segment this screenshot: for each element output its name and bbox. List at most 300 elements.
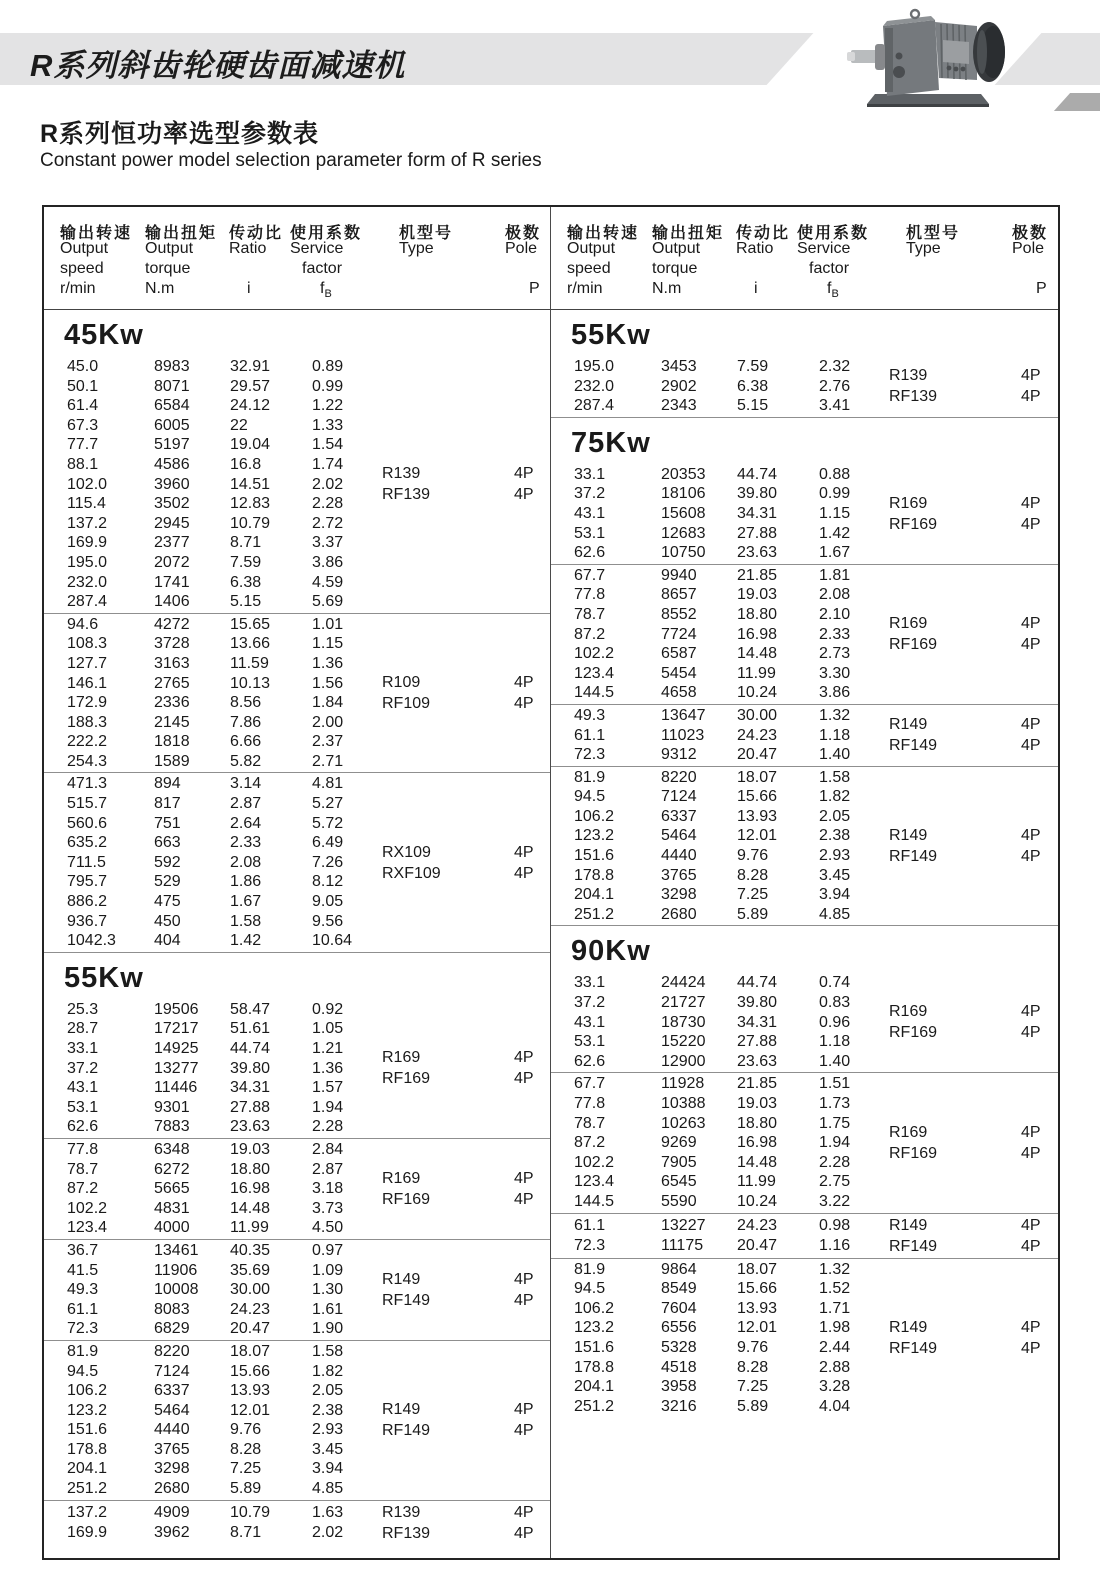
cell-service-factor: 1.33 bbox=[312, 416, 344, 434]
pole-block bbox=[514, 1342, 550, 1499]
cell-service-factor: 0.98 bbox=[819, 1216, 851, 1234]
cell-service-factor: 1.40 bbox=[819, 1052, 851, 1070]
cell-ratio: 39.80 bbox=[737, 994, 778, 1012]
cell-output-speed: 43.1 bbox=[574, 1013, 606, 1031]
cell-output-torque: 11023 bbox=[661, 726, 705, 744]
cell-output-torque: 3960 bbox=[154, 475, 190, 493]
type-label: R169 bbox=[889, 1123, 928, 1141]
cell-output-speed: 37.2 bbox=[67, 1059, 99, 1077]
header-type: 机型号 Type bbox=[906, 225, 961, 257]
rating-group bbox=[551, 565, 1058, 705]
cell-ratio: 8.71 bbox=[230, 1523, 262, 1541]
cell-service-factor: 3.30 bbox=[819, 664, 851, 682]
cell-output-speed: 43.1 bbox=[67, 1079, 99, 1097]
cell-output-torque: 2945 bbox=[154, 514, 190, 532]
cell-service-factor: 1.21 bbox=[312, 1040, 344, 1057]
cell-output-torque: 1589 bbox=[154, 752, 190, 770]
cell-service-factor: 1.32 bbox=[819, 706, 851, 724]
cell-service-factor: 2.00 bbox=[312, 713, 344, 731]
cell-output-torque: 2902 bbox=[661, 377, 697, 395]
cell-output-speed: 61.4 bbox=[67, 397, 99, 415]
header-output-torque: 输出扭矩 Output torque N.m bbox=[652, 225, 725, 297]
cell-ratio: 3.14 bbox=[230, 775, 262, 793]
type-label: RF149 bbox=[382, 1422, 431, 1440]
cell-service-factor: 4.81 bbox=[312, 775, 344, 793]
cell-output-torque: 10263 bbox=[661, 1114, 706, 1132]
type-block bbox=[382, 357, 514, 612]
cell-service-factor: 2.44 bbox=[819, 1338, 851, 1356]
cell-service-factor: 1.63 bbox=[312, 1504, 344, 1522]
header-output-torque: 输出扭矩 Output torque N.m bbox=[145, 225, 218, 297]
pole-block bbox=[1021, 768, 1058, 925]
type-label: RF109 bbox=[382, 695, 431, 713]
cell-ratio: 11.99 bbox=[737, 1173, 776, 1191]
cell-output-torque: 4909 bbox=[154, 1504, 190, 1522]
pole-label: 4P bbox=[514, 1524, 534, 1542]
data-rows bbox=[44, 1342, 382, 1499]
cell-output-speed: 77.8 bbox=[574, 1095, 606, 1112]
cell-output-speed: 127.7 bbox=[67, 654, 108, 672]
cell-output-torque: 475 bbox=[154, 893, 181, 911]
cell-output-torque: 7883 bbox=[154, 1118, 190, 1136]
cell-ratio: 19.04 bbox=[230, 436, 271, 454]
page-title: R系列恒功率选型参数表 bbox=[40, 120, 320, 148]
cell-output-speed: 471.3 bbox=[67, 775, 108, 793]
cell-ratio: 39.80 bbox=[737, 485, 778, 503]
cell-output-speed: 102.0 bbox=[67, 475, 108, 493]
pole-label: 4P bbox=[514, 674, 534, 692]
pole-label: 4P bbox=[514, 1270, 534, 1288]
cell-output-speed: 711.5 bbox=[67, 853, 106, 871]
cell-output-torque: 12683 bbox=[661, 524, 706, 542]
cell-ratio: 15.65 bbox=[230, 615, 271, 633]
header-service-factor: 使用系数 Service factor $f_B$ bbox=[797, 225, 870, 301]
cell-output-torque: 404 bbox=[154, 932, 181, 950]
type-label: RF169 bbox=[889, 1144, 938, 1162]
cell-service-factor: 0.96 bbox=[819, 1013, 851, 1031]
cell-output-torque: 7124 bbox=[154, 1362, 190, 1380]
cell-output-speed: 94.5 bbox=[574, 1280, 606, 1298]
data-rows bbox=[551, 1074, 889, 1211]
cell-output-speed: 77.7 bbox=[67, 436, 99, 454]
pole-block bbox=[1021, 973, 1058, 1071]
cell-output-speed: 232.0 bbox=[67, 573, 108, 591]
cell-output-speed: 81.9 bbox=[574, 768, 606, 786]
data-rows bbox=[551, 1260, 889, 1417]
cell-ratio: 7.86 bbox=[230, 713, 262, 731]
power-section-heading: 55Kw bbox=[571, 319, 651, 351]
type-label: R109 bbox=[382, 674, 421, 692]
cell-output-speed: 1042.3 bbox=[67, 932, 116, 950]
type-label: RF139 bbox=[382, 486, 431, 504]
cell-output-speed: 251.2 bbox=[574, 1397, 615, 1415]
type-block bbox=[382, 1140, 514, 1238]
cell-ratio: 5.89 bbox=[230, 1480, 262, 1498]
type-block bbox=[889, 1215, 1021, 1257]
cell-service-factor: 4.04 bbox=[819, 1397, 851, 1415]
cell-ratio: 11.99 bbox=[230, 1219, 269, 1237]
cell-output-speed: 78.7 bbox=[574, 605, 606, 623]
cell-output-torque: 8549 bbox=[661, 1280, 697, 1298]
cell-service-factor: 1.22 bbox=[312, 397, 344, 415]
data-rows bbox=[44, 1241, 382, 1339]
cell-output-speed: 151.6 bbox=[67, 1421, 108, 1439]
cell-ratio: 9.76 bbox=[737, 847, 769, 865]
cell-output-speed: 53.1 bbox=[574, 524, 606, 542]
cell-output-torque: 1406 bbox=[154, 593, 190, 611]
cell-ratio: 21.85 bbox=[737, 1075, 778, 1093]
cell-service-factor: 1.15 bbox=[819, 504, 851, 522]
cell-output-speed: 287.4 bbox=[67, 593, 108, 611]
cell-output-torque: 450 bbox=[154, 912, 181, 930]
cell-output-torque: 6272 bbox=[154, 1160, 190, 1178]
pole-label: 4P bbox=[1021, 716, 1041, 734]
cell-service-factor: 1.40 bbox=[819, 746, 851, 764]
cell-service-factor: 1.36 bbox=[312, 654, 344, 672]
cell-service-factor: 1.67 bbox=[819, 544, 851, 562]
cell-output-torque: 11928 bbox=[661, 1075, 705, 1093]
cell-ratio: 14.51 bbox=[230, 475, 271, 493]
cell-output-torque: 5665 bbox=[154, 1180, 190, 1198]
type-block bbox=[889, 465, 1021, 563]
cell-output-speed: 62.6 bbox=[574, 1052, 606, 1070]
cell-output-speed: 232.0 bbox=[574, 377, 615, 395]
cell-ratio: 19.03 bbox=[230, 1140, 271, 1158]
cell-output-torque: 3298 bbox=[154, 1460, 190, 1478]
cell-ratio: 21.85 bbox=[737, 566, 778, 584]
cell-ratio: 24.23 bbox=[737, 1216, 778, 1234]
cell-ratio: 8.71 bbox=[230, 534, 262, 552]
cell-service-factor: 5.27 bbox=[312, 795, 344, 813]
cell-service-factor: 1.58 bbox=[312, 1342, 344, 1360]
cell-service-factor: 2.88 bbox=[819, 1358, 851, 1376]
cell-ratio: 18.80 bbox=[737, 605, 778, 623]
cell-service-factor: 1.81 bbox=[819, 566, 851, 584]
type-label: R139 bbox=[382, 465, 421, 483]
cell-ratio: 16.98 bbox=[230, 1180, 271, 1198]
cell-ratio: 27.88 bbox=[737, 1033, 778, 1051]
cell-service-factor: 1.30 bbox=[312, 1281, 344, 1299]
cell-service-factor: 2.32 bbox=[819, 358, 851, 375]
pole-block bbox=[514, 357, 550, 612]
cell-ratio: 15.66 bbox=[737, 1280, 778, 1298]
cell-output-speed: 169.9 bbox=[67, 1523, 108, 1541]
cell-service-factor: 3.41 bbox=[819, 397, 851, 415]
pole-label: 4P bbox=[1021, 1237, 1041, 1255]
cell-service-factor: 0.99 bbox=[312, 377, 344, 395]
cell-output-speed: 251.2 bbox=[574, 905, 615, 923]
cell-service-factor: 2.08 bbox=[819, 586, 851, 604]
cell-output-speed: 635.2 bbox=[67, 834, 108, 852]
pole-block bbox=[1021, 1074, 1058, 1211]
cell-output-torque: 3962 bbox=[154, 1523, 190, 1541]
cell-output-torque: 8657 bbox=[661, 586, 697, 604]
cell-output-torque: 8071 bbox=[154, 377, 190, 395]
cell-output-speed: 795.7 bbox=[67, 873, 108, 891]
cell-output-torque: 2680 bbox=[154, 1480, 190, 1498]
header-ratio: 传动比 Ratio i bbox=[229, 225, 284, 297]
cell-service-factor: 2.28 bbox=[312, 495, 344, 513]
pole-label: 4P bbox=[514, 1422, 534, 1440]
rating-group bbox=[551, 1214, 1058, 1259]
cell-service-factor: 1.32 bbox=[819, 1260, 851, 1278]
cell-output-torque: 1818 bbox=[154, 733, 190, 751]
cell-output-torque: 2765 bbox=[154, 674, 190, 692]
cell-service-factor: 1.56 bbox=[312, 674, 344, 692]
cell-ratio: 10.24 bbox=[737, 1192, 778, 1210]
cell-output-torque: 13461 bbox=[154, 1241, 199, 1259]
cell-output-torque: 9940 bbox=[661, 566, 697, 584]
cell-service-factor: 2.75 bbox=[819, 1173, 851, 1191]
cell-service-factor: 0.97 bbox=[312, 1241, 344, 1259]
header-pole: 极数 Pole P bbox=[505, 225, 542, 297]
cell-service-factor: 1.51 bbox=[819, 1075, 851, 1093]
pole-block bbox=[1021, 566, 1058, 703]
pole-label: 4P bbox=[1021, 636, 1041, 654]
cell-service-factor: 5.69 bbox=[312, 593, 344, 611]
cell-output-speed: 78.7 bbox=[574, 1114, 606, 1132]
cell-output-speed: 123.2 bbox=[67, 1401, 108, 1419]
type-label: R169 bbox=[889, 1003, 928, 1021]
cell-output-speed: 67.3 bbox=[67, 416, 99, 434]
cell-output-torque: 2145 bbox=[154, 713, 190, 731]
header-type: 机型号 Type bbox=[399, 225, 454, 257]
cell-ratio: 51.61 bbox=[230, 1020, 271, 1038]
cell-output-torque: 2072 bbox=[154, 553, 190, 571]
cell-service-factor: 7.26 bbox=[312, 853, 344, 871]
cell-service-factor: 2.02 bbox=[312, 475, 344, 493]
pole-block bbox=[514, 1140, 550, 1238]
cell-output-speed: 151.6 bbox=[574, 847, 615, 865]
cell-ratio: 40.35 bbox=[230, 1241, 271, 1259]
cell-service-factor: 3.86 bbox=[819, 684, 851, 702]
cell-ratio: 24.23 bbox=[230, 1300, 271, 1318]
rating-group bbox=[44, 1139, 550, 1240]
data-rows bbox=[44, 357, 382, 612]
cell-ratio: 12.83 bbox=[230, 495, 271, 513]
cell-ratio: 5.15 bbox=[737, 397, 769, 415]
cell-output-speed: 62.6 bbox=[67, 1118, 99, 1136]
type-label: R149 bbox=[382, 1270, 421, 1288]
power-section-heading: 45Kw bbox=[64, 319, 144, 351]
cell-service-factor: 0.99 bbox=[819, 485, 851, 503]
cell-output-speed: 25.3 bbox=[67, 1000, 99, 1018]
cell-output-torque: 6556 bbox=[661, 1319, 697, 1337]
cell-ratio: 44.74 bbox=[230, 1040, 271, 1057]
cell-output-torque: 13277 bbox=[154, 1059, 199, 1077]
rating-group bbox=[44, 356, 550, 614]
type-label: RF139 bbox=[889, 388, 938, 406]
cell-ratio: 30.00 bbox=[230, 1281, 271, 1299]
type-label: RF169 bbox=[889, 515, 938, 533]
cell-output-speed: 886.2 bbox=[67, 893, 108, 911]
gear-motor-image bbox=[843, 6, 1023, 110]
cell-output-torque: 9864 bbox=[661, 1260, 697, 1278]
cell-output-torque: 4440 bbox=[154, 1421, 190, 1439]
cell-output-torque: 9312 bbox=[661, 746, 697, 764]
cell-service-factor: 8.12 bbox=[312, 873, 344, 891]
cell-ratio: 39.80 bbox=[230, 1059, 271, 1077]
cell-ratio: 7.25 bbox=[737, 886, 769, 904]
cell-service-factor: 1.82 bbox=[312, 1362, 344, 1380]
cell-service-factor: 0.83 bbox=[819, 994, 851, 1012]
cell-service-factor: 0.88 bbox=[819, 465, 851, 483]
cell-ratio: 10.79 bbox=[230, 514, 271, 532]
cell-output-torque: 6545 bbox=[661, 1173, 697, 1191]
pole-block bbox=[514, 1000, 550, 1137]
pole-label: 4P bbox=[514, 1503, 534, 1521]
cell-ratio: 16.98 bbox=[737, 1134, 778, 1152]
cell-ratio: 5.15 bbox=[230, 593, 262, 611]
cell-output-speed: 178.8 bbox=[574, 866, 615, 884]
pole-block bbox=[1021, 706, 1058, 765]
cell-ratio: 19.03 bbox=[737, 586, 778, 604]
pole-label: 4P bbox=[514, 1291, 534, 1309]
header-pole: 极数 Pole P bbox=[1012, 225, 1049, 297]
cell-ratio: 24.23 bbox=[737, 726, 778, 744]
cell-output-torque: 6829 bbox=[154, 1320, 190, 1338]
cell-service-factor: 2.37 bbox=[312, 733, 344, 751]
cell-ratio: 14.48 bbox=[737, 645, 778, 663]
cell-output-torque: 4831 bbox=[154, 1199, 190, 1217]
cell-service-factor: 1.01 bbox=[312, 615, 344, 633]
pole-label: 4P bbox=[1021, 848, 1041, 866]
data-rows bbox=[44, 774, 382, 950]
cell-output-torque: 9301 bbox=[154, 1098, 190, 1116]
cell-output-torque: 663 bbox=[154, 834, 181, 852]
cell-service-factor: 3.94 bbox=[819, 886, 851, 904]
type-label: RF149 bbox=[889, 848, 938, 866]
cell-output-torque: 15220 bbox=[661, 1033, 706, 1051]
type-label: R149 bbox=[889, 1216, 928, 1234]
power-section-heading: 90Kw bbox=[571, 935, 651, 968]
cell-output-torque: 11175 bbox=[661, 1236, 704, 1254]
pole-block bbox=[1021, 357, 1058, 416]
cell-ratio: 7.25 bbox=[737, 1378, 769, 1396]
rating-group bbox=[551, 767, 1058, 927]
cell-service-factor: 2.84 bbox=[312, 1140, 344, 1158]
cell-ratio: 34.31 bbox=[230, 1079, 271, 1097]
pole-label: 4P bbox=[1021, 1318, 1041, 1336]
cell-output-speed: 77.8 bbox=[574, 586, 606, 604]
cell-service-factor: 2.87 bbox=[312, 1160, 344, 1178]
cell-ratio: 20.47 bbox=[230, 1320, 271, 1338]
cell-service-factor: 4.85 bbox=[819, 905, 851, 923]
pole-label: 4P bbox=[1021, 737, 1041, 755]
cell-output-speed: 123.4 bbox=[574, 1173, 615, 1191]
cell-output-speed: 87.2 bbox=[574, 625, 606, 643]
cell-ratio: 8.28 bbox=[230, 1440, 262, 1458]
cell-service-factor: 2.33 bbox=[819, 625, 851, 643]
cell-ratio: 44.74 bbox=[737, 465, 778, 483]
cell-output-speed: 72.3 bbox=[67, 1320, 99, 1338]
type-label: RX109 bbox=[382, 843, 431, 861]
cell-ratio: 10.24 bbox=[737, 684, 778, 702]
cell-ratio: 14.48 bbox=[230, 1199, 271, 1217]
cell-service-factor: 2.10 bbox=[819, 605, 851, 623]
cell-ratio: 18.07 bbox=[737, 768, 778, 786]
cell-output-torque: 15608 bbox=[661, 504, 706, 522]
cell-ratio: 10.13 bbox=[230, 674, 271, 692]
cell-output-torque: 4586 bbox=[154, 455, 190, 473]
cell-ratio: 7.59 bbox=[737, 358, 769, 375]
pole-block bbox=[1021, 1260, 1058, 1417]
cell-output-speed: 43.1 bbox=[574, 504, 606, 522]
cell-service-factor: 1.98 bbox=[819, 1319, 851, 1337]
cell-ratio: 24.12 bbox=[230, 397, 271, 415]
cell-ratio: 13.66 bbox=[230, 635, 271, 653]
cell-output-speed: 137.2 bbox=[67, 1504, 108, 1522]
header-service-factor: 使用系数 Service factor $f_B$ bbox=[290, 225, 363, 301]
cell-service-factor: 3.73 bbox=[312, 1199, 344, 1217]
cell-output-speed: 123.2 bbox=[574, 827, 615, 845]
cell-output-speed: 62.6 bbox=[574, 544, 606, 562]
cell-ratio: 35.69 bbox=[230, 1261, 271, 1279]
cell-service-factor: 2.28 bbox=[312, 1118, 344, 1136]
pole-block bbox=[514, 615, 550, 772]
cell-service-factor: 2.38 bbox=[312, 1401, 344, 1419]
cell-service-factor: 1.73 bbox=[819, 1095, 851, 1112]
cell-output-speed: 41.5 bbox=[67, 1261, 99, 1279]
type-label: R149 bbox=[889, 1318, 928, 1336]
cell-ratio: 10.79 bbox=[230, 1504, 271, 1522]
cell-ratio: 22 bbox=[230, 416, 248, 434]
cell-ratio: 44.74 bbox=[737, 974, 778, 992]
cell-output-speed: 251.2 bbox=[67, 1480, 108, 1498]
power-section-heading: 55Kw bbox=[64, 961, 144, 994]
pole-label: 4P bbox=[1021, 1144, 1041, 1162]
pole-label: 4P bbox=[1021, 1003, 1041, 1021]
cell-output-torque: 2377 bbox=[154, 534, 190, 552]
cell-service-factor: 1.94 bbox=[819, 1134, 851, 1152]
rating-group bbox=[44, 1240, 550, 1341]
cell-output-speed: 178.8 bbox=[67, 1440, 108, 1458]
cell-output-torque: 21727 bbox=[661, 994, 706, 1012]
pole-label: 4P bbox=[1021, 367, 1041, 385]
type-block bbox=[382, 774, 514, 950]
cell-service-factor: 4.59 bbox=[312, 573, 344, 591]
cell-output-speed: 81.9 bbox=[574, 1260, 606, 1278]
cell-output-speed: 77.8 bbox=[67, 1140, 99, 1158]
rating-group bbox=[44, 1501, 550, 1545]
data-rows bbox=[44, 1000, 382, 1137]
cell-service-factor: 0.92 bbox=[312, 1000, 344, 1018]
cell-output-speed: 172.9 bbox=[67, 694, 108, 712]
data-rows bbox=[551, 357, 889, 416]
type-block bbox=[889, 1074, 1021, 1211]
cell-ratio: 12.01 bbox=[737, 827, 778, 845]
cell-output-torque: 6005 bbox=[154, 416, 190, 434]
cell-ratio: 2.64 bbox=[230, 814, 262, 832]
cell-output-speed: 106.2 bbox=[574, 1299, 615, 1317]
cell-service-factor: 2.93 bbox=[819, 847, 851, 865]
cell-output-torque: 8220 bbox=[661, 768, 697, 786]
cell-output-speed: 50.1 bbox=[67, 377, 99, 395]
cell-output-torque: 1741 bbox=[154, 573, 190, 591]
cell-output-torque: 13227 bbox=[661, 1216, 706, 1234]
cell-ratio: 32.91 bbox=[230, 358, 271, 375]
cell-ratio: 5.89 bbox=[737, 905, 769, 923]
data-rows bbox=[551, 973, 889, 1071]
cell-output-torque: 3298 bbox=[661, 886, 697, 904]
type-label: R169 bbox=[382, 1049, 421, 1067]
cell-output-torque: 6587 bbox=[661, 645, 697, 663]
cell-service-factor: 1.61 bbox=[312, 1300, 344, 1318]
cell-ratio: 19.03 bbox=[737, 1095, 778, 1112]
cell-ratio: 18.80 bbox=[737, 1114, 778, 1132]
pole-block bbox=[514, 774, 550, 950]
cell-ratio: 1.86 bbox=[230, 873, 262, 891]
